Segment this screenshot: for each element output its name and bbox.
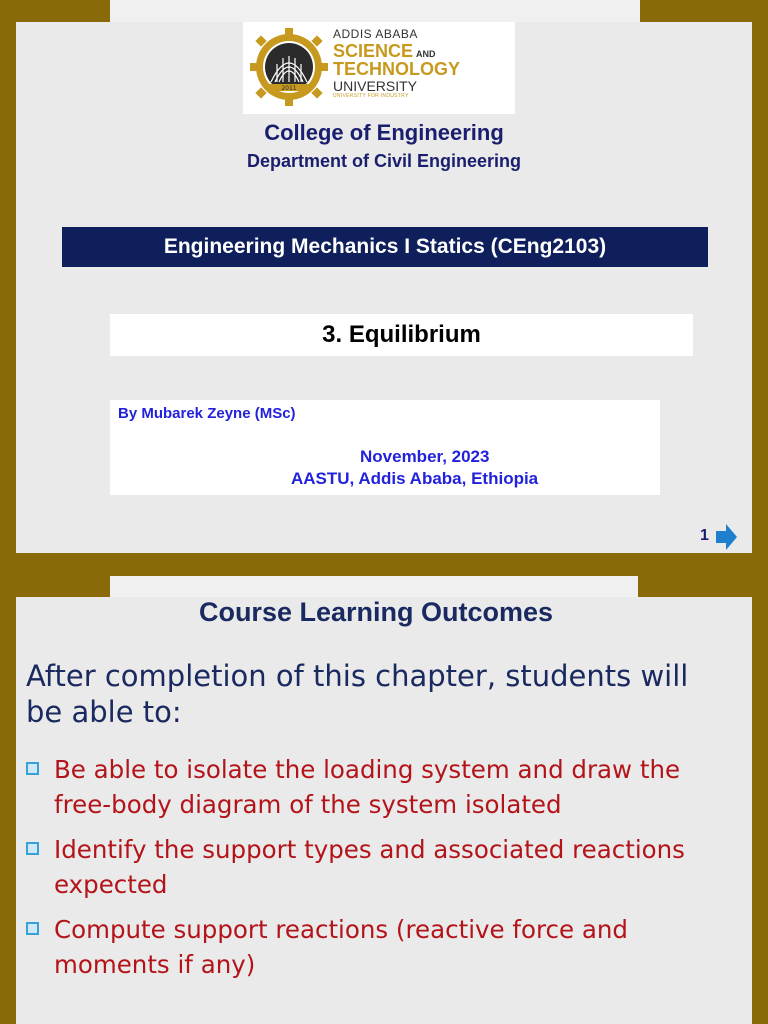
seal-year: 2011	[281, 85, 297, 92]
logo-line-university: UNIVERSITY	[333, 78, 418, 94]
seal-letters: ጸጋ	[273, 92, 278, 97]
square-bullet-icon	[26, 842, 39, 855]
slide-top-decoration	[110, 0, 640, 22]
learning-outcomes-intro: After completion of this chapter, students will be able to:	[26, 659, 689, 729]
slide-top-decoration	[110, 576, 638, 598]
course-title-banner: Engineering Mechanics I Statics (CEng2103)	[62, 227, 708, 267]
slide-page-number: 1	[700, 527, 709, 544]
logo-line-addis-ababa: ADDIS ABABA	[333, 27, 418, 41]
logo-line-technology: TECHNOLOGY	[333, 59, 461, 79]
learning-outcomes-title: Course Learning Outcomes	[198, 597, 554, 627]
logo-line-science: SCIENCE AND	[333, 41, 436, 61]
presentation-location: AASTU, Addis Ababa, Ethiopia	[291, 469, 539, 488]
list-item	[24, 832, 744, 902]
learning-outcomes-list	[24, 752, 744, 992]
list-item	[24, 912, 744, 982]
gear-emblem-icon	[247, 24, 331, 110]
presentation-date: November, 2023	[360, 447, 490, 466]
outcome-text: Be able to isolate the loading system and draw the free-body diagram of the system isolated	[54, 755, 681, 819]
author-info-box	[110, 400, 660, 495]
logo-tagline: UNIVERSITY FOR INDUSTRY	[333, 93, 409, 99]
outcome-text: Compute support reactions (reactive force and moments if any)	[54, 915, 628, 979]
outcome-text: Identify the support types and associated reactions expected	[54, 835, 685, 899]
author-name: By Mubarek Zeyne (MSc)	[118, 405, 296, 422]
list-item	[24, 752, 744, 822]
next-arrow-icon[interactable]	[716, 523, 738, 551]
square-bullet-icon	[26, 762, 39, 775]
university-logo	[243, 22, 515, 114]
square-bullet-icon	[26, 922, 39, 935]
logo-wordmark	[333, 28, 460, 99]
college-title: College of Engineering	[264, 120, 504, 145]
logo-and: AND	[416, 49, 436, 59]
chapter-title: 3. Equilibrium	[110, 314, 693, 356]
department-title: Department of Civil Engineering	[246, 151, 522, 171]
